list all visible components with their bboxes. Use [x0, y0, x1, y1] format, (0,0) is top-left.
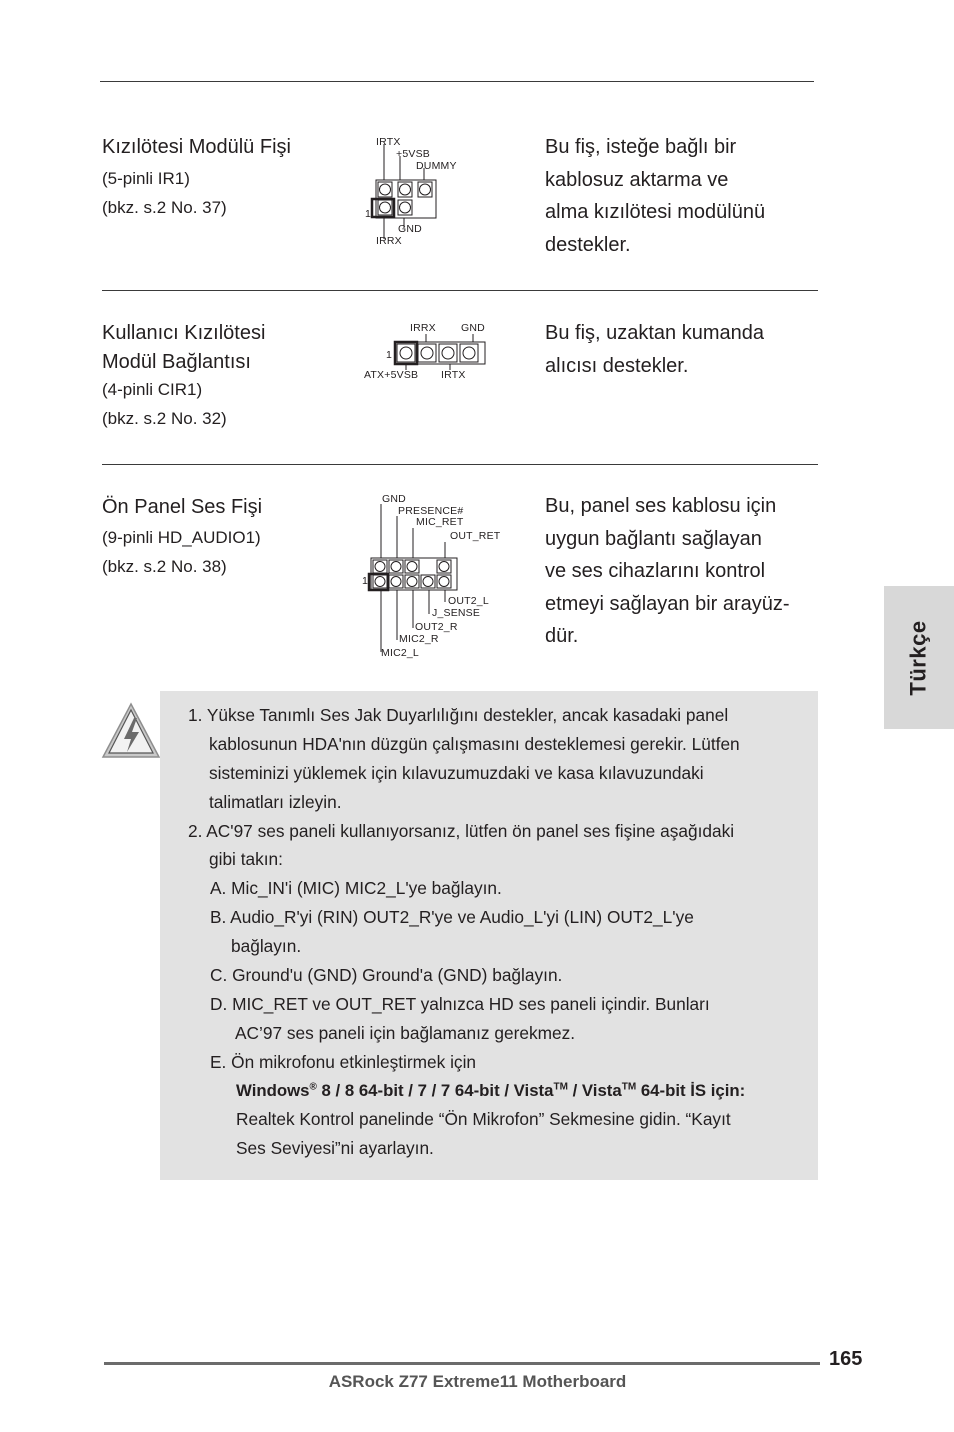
- language-side-tab: [884, 586, 954, 729]
- note-item-2: 2. AC'97 ses paneli kullanıyorsanız, lütfen ön panel ses fişine aşağıdaki: [188, 821, 735, 841]
- cir-connector-pins: (4-pinli CIR1): [102, 380, 203, 399]
- note-item-2b: B. Audio_R'yi (RIN) OUT2_R'ye ve Audio_L'yi (LIN) OUT2_L'ye: [210, 907, 694, 927]
- pin-label-atx5vsb: ATX+5VSB: [364, 369, 419, 381]
- pin-label-5vsb: +5VSB: [396, 148, 430, 160]
- note-item-2c: C. Ground'u (GND) Ground'a (GND) bağlayın.: [210, 965, 563, 985]
- note-item-2a: A. Mic_IN'i (MIC) MIC2_L'ye bağlayın.: [210, 878, 502, 898]
- audio-pin-diagram: [360, 492, 500, 664]
- language-side-tab-label: Türkçe: [906, 619, 931, 696]
- note-item-2d: D. MIC_RET ve OUT_RET yalnızca HD ses paneli içindir. Bunları: [210, 994, 710, 1014]
- cir-connector-title: Kullanıcı Kızılötesi Modül Bağlantısı: [102, 322, 266, 373]
- ir-connector-description: Bu fiş, isteğe bağlı bir kablosuz aktarma ve alma kızılötesi modülünü destekler.: [545, 136, 766, 256]
- pin-label-presence: PRESENCE#: [398, 505, 464, 517]
- pin-label-irrx: IRRX: [376, 235, 402, 247]
- section-divider: [102, 464, 818, 465]
- pin-label-mic-ret: MIC_RET: [416, 516, 464, 528]
- note-item-1: 1. Yükse Tanımlı Ses Jak Duyarlılığını destekler, ancak kasadaki panel: [188, 705, 729, 725]
- pin-label-out-ret: OUT_RET: [450, 530, 501, 542]
- audio-connector-ref: (bkz. s.2 No. 38): [102, 557, 227, 576]
- ir-connector-title: Kızılötesi Modülü Fişi: [102, 136, 291, 158]
- pin-label-gnd: GND: [461, 322, 485, 334]
- pin-label-one: 1: [362, 575, 369, 587]
- pin-label-irrx: IRRX: [410, 322, 436, 334]
- pin-label-irtx: IRTX: [376, 136, 401, 148]
- top-rule: [100, 81, 814, 82]
- cir-connector-description: Bu fiş, uzaktan kumanda alıcısı destekler.: [545, 322, 765, 377]
- note-item-1: sisteminizi yüklemek için kılavuzumuzdaki ve kasa kılavuzundaki: [209, 763, 704, 783]
- note-item-2e-text: Ses Seviyesi”ni ayarlayın.: [236, 1138, 434, 1158]
- pin-label-j-sense: J_SENSE: [432, 607, 481, 619]
- pin-label-mic2-r: MIC2_R: [399, 633, 439, 645]
- ir-connector-pins: (5-pinli IR1): [102, 169, 190, 188]
- note-os-requirement: Windows® 8 / 8 64-bit / 7 / 7 64-bit / Vista™ / Vista™ 64-bit İS için:: [236, 1081, 746, 1100]
- cir-connector-ref: (bkz. s.2 No. 32): [102, 409, 227, 428]
- note-item-2b: bağlayın.: [231, 936, 302, 956]
- section-divider: [102, 290, 818, 291]
- note-item-2e-text: Realtek Kontrol panelinde “Ön Mikrofon” Sekmesine gidin. “Kayıt: [236, 1109, 731, 1129]
- audio-connector-pins: (9-pinli HD_AUDIO1): [102, 528, 261, 547]
- pin-label-gnd: GND: [382, 493, 406, 505]
- note-item-1: kablosunun HDA'nın düzgün çalışmasını desteklemesi gerekir. Lütfen: [209, 734, 740, 754]
- audio-connector-title: Ön Panel Ses Fişi: [102, 496, 263, 518]
- ir-pin-diagram: [362, 136, 466, 248]
- ir-connector-ref: (bkz. s.2 No. 37): [102, 198, 227, 217]
- note-item-2e: E. Ön mikrofonu etkinleştirmek için: [210, 1052, 477, 1072]
- footer-title: ASRock Z77 Extreme11 Motherboard: [328, 1372, 627, 1391]
- pin-label-out2-r: OUT2_R: [415, 621, 458, 633]
- page-number: 165: [829, 1348, 863, 1370]
- pin-label-gnd: GND: [398, 223, 422, 235]
- pin-label-out2-l: OUT2_L: [448, 595, 489, 607]
- footer-rule: [104, 1362, 820, 1365]
- audio-connector-description: Bu, panel ses kablosu için uygun bağlantı sağlayan ve ses cihazlarını kontrol etmeyi sağlayan bir arayüz- dür.: [545, 495, 790, 647]
- pin-label-irtx: IRTX: [441, 369, 466, 381]
- pin-label-mic2-l: MIC2_L: [381, 647, 419, 659]
- pin-label-dummy: DUMMY: [416, 160, 457, 172]
- cir-pin-diagram: [362, 318, 496, 384]
- note-item-1: talimatları izleyin.: [209, 792, 342, 812]
- pin-label-one: 1: [365, 208, 372, 220]
- note-item-2: gibi takın:: [209, 849, 283, 869]
- warning-lightning-icon: [100, 701, 162, 761]
- note-item-2d: AC’97 ses paneli için bağlamanız gerekmez.: [235, 1023, 576, 1043]
- pin-label-one: 1: [386, 349, 393, 361]
